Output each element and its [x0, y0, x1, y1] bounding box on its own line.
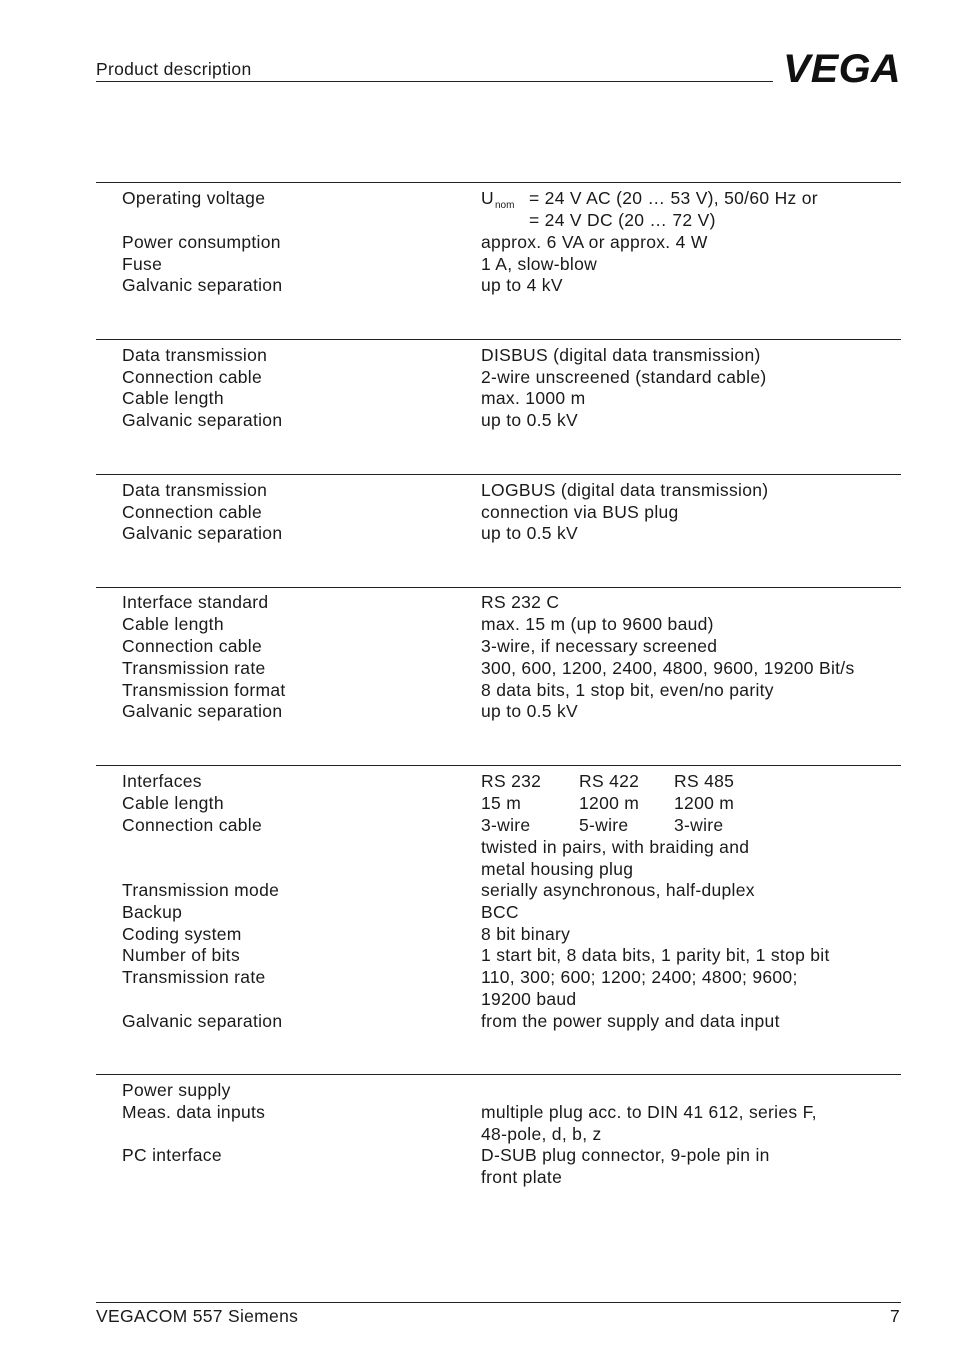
spec-label: Galvanic separation — [122, 410, 283, 430]
spec-value-continued: metal housing plug — [481, 859, 634, 879]
header-rule — [96, 81, 773, 82]
spec-label: PC interface — [122, 1145, 222, 1165]
spec-label: Connection cable — [122, 636, 263, 656]
spec-value: up to 0.5 kV — [481, 410, 578, 430]
section-rule — [96, 1074, 901, 1075]
spec-label: Transmission mode — [122, 880, 280, 900]
spec-label: Data transmission — [122, 345, 268, 365]
interface-col-1: RS 232 — [481, 771, 542, 791]
spec-value-continued: = 24 V DC (20 … 72 V) — [529, 210, 716, 230]
page-number: 7 — [889, 1306, 900, 1326]
footer-rule — [96, 1302, 901, 1303]
spec-label: Transmission rate — [122, 967, 266, 987]
spec-value: connection via BUS plug — [481, 502, 679, 522]
spec-label: Coding system — [122, 924, 242, 944]
vega-logo — [783, 50, 901, 84]
spec-label: Meas. data inputs — [122, 1102, 266, 1122]
spec-value: D-SUB plug connector, 9-pole pin in — [481, 1145, 770, 1165]
section-rule — [96, 474, 901, 475]
interface-col-3: 1200 m — [674, 793, 735, 813]
spec-value: 3-wire, if necessary screened — [481, 636, 718, 656]
spec-value: BCC — [481, 902, 519, 922]
footer-document-name: VEGACOM 557 Siemens — [96, 1306, 299, 1326]
spec-label: Connection cable — [122, 502, 263, 522]
voltage-symbol: $U_{nom}$ — [481, 188, 515, 211]
interface-col-3: 3-wire — [674, 815, 724, 835]
header-section-title: Product description — [96, 59, 252, 79]
spec-label: Galvanic separation — [122, 1011, 283, 1031]
spec-label: Interface standard — [122, 592, 269, 612]
spec-value: RS 232 C — [481, 592, 560, 612]
spec-label: Transmission rate — [122, 658, 266, 678]
spec-label: Interfaces — [122, 771, 202, 791]
section-rule — [96, 339, 901, 340]
spec-label: Backup — [122, 902, 183, 922]
spec-label: Galvanic separation — [122, 523, 283, 543]
spec-value: up to 4 kV — [481, 275, 563, 295]
spec-value: 8 data bits, 1 stop bit, even/no parity — [481, 680, 774, 700]
interface-col-1: 15 m — [481, 793, 522, 813]
spec-value: max. 1000 m — [481, 388, 586, 408]
interface-col-3: RS 485 — [674, 771, 735, 791]
spec-value: LOGBUS (digital data transmission) — [481, 480, 769, 500]
spec-value: approx. 6 VA or approx. 4 W — [481, 232, 708, 252]
spec-label: Number of bits — [122, 945, 240, 965]
spec-label: Power consumption — [122, 232, 281, 252]
spec-value: 1 A, slow-blow — [481, 254, 598, 274]
interface-col-2: 5-wire — [579, 815, 629, 835]
interface-col-1: 3-wire — [481, 815, 531, 835]
spec-value: 1 start bit, 8 data bits, 1 parity bit, 1 stop bit — [481, 945, 830, 965]
spec-value: up to 0.5 kV — [481, 701, 578, 721]
spec-value-continued: 48-pole, d, b, z — [481, 1124, 602, 1144]
section-rule — [96, 765, 901, 766]
spec-label: Fuse — [122, 254, 163, 274]
svg-text:VEGA: VEGA — [783, 50, 901, 84]
spec-label: Data transmission — [122, 480, 268, 500]
spec-label: Cable length — [122, 793, 224, 813]
spec-value: 300, 600, 1200, 2400, 4800, 9600, 19200 Bit/s — [481, 658, 855, 678]
spec-label: Operating voltage — [122, 188, 266, 208]
spec-label: Cable length — [122, 614, 224, 634]
spec-value: 8 bit binary — [481, 924, 571, 944]
spec-value-continued: 19200 baud — [481, 989, 577, 1009]
section-rule — [96, 587, 901, 588]
spec-label: Connection cable — [122, 367, 263, 387]
spec-value: from the power supply and data input — [481, 1011, 780, 1031]
spec-label: Cable length — [122, 388, 224, 408]
spec-value: = 24 V AC (20 … 53 V), 50/60 Hz or — [529, 188, 818, 208]
spec-label: Galvanic separation — [122, 275, 283, 295]
spec-label: Transmission format — [122, 680, 286, 700]
interface-col-2: RS 422 — [579, 771, 640, 791]
spec-value: serially asynchronous, half-duplex — [481, 880, 755, 900]
interface-col-2: 1200 m — [579, 793, 640, 813]
spec-label: Power supply — [122, 1080, 231, 1100]
spec-value-continued: front plate — [481, 1167, 563, 1187]
section-rule — [96, 182, 901, 183]
spec-value: 2-wire unscreened (standard cable) — [481, 367, 767, 387]
spec-value: max. 15 m (up to 9600 baud) — [481, 614, 714, 634]
spec-value: DISBUS (digital data transmission) — [481, 345, 761, 365]
spec-value: multiple plug acc. to DIN 41 612, series F, — [481, 1102, 817, 1122]
spec-value: up to 0.5 kV — [481, 523, 578, 543]
spec-label: Galvanic separation — [122, 701, 283, 721]
spec-value: 110, 300; 600; 1200; 2400; 4800; 9600; — [481, 967, 798, 987]
spec-value-continued: twisted in pairs, with braiding and — [481, 837, 750, 857]
spec-label: Connection cable — [122, 815, 263, 835]
